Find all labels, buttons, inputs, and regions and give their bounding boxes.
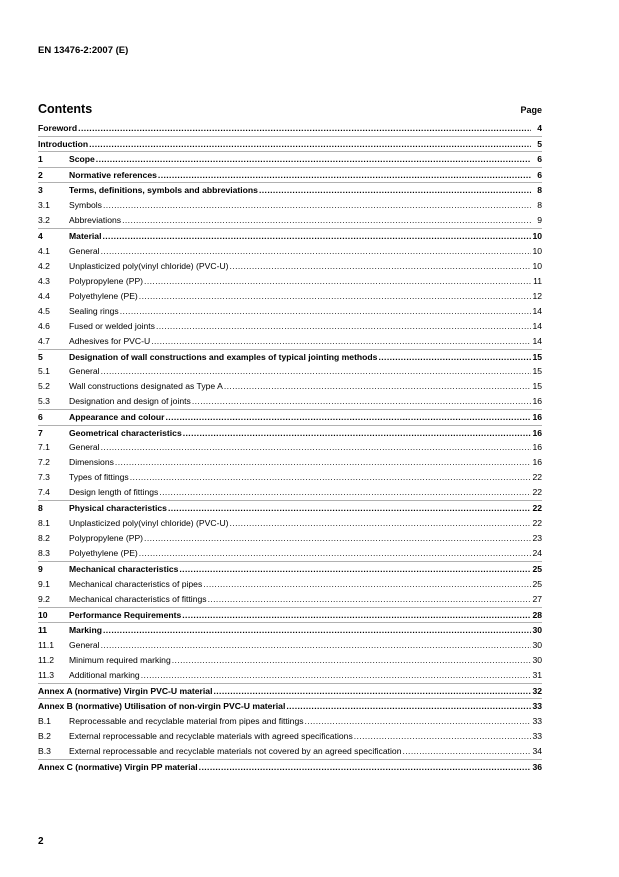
toc-entry-page: 16 <box>532 412 542 423</box>
toc-entry[interactable] <box>38 470 542 485</box>
toc-dot-leader <box>286 699 531 714</box>
toc-entry[interactable] <box>38 121 542 136</box>
toc-entry-page: 16 <box>532 427 542 438</box>
toc-entry[interactable] <box>38 409 542 425</box>
toc-entry-number: 9 <box>38 563 43 574</box>
toc-entry-title: Additional marking <box>69 669 140 680</box>
toc-entry-number: 1 <box>38 154 43 165</box>
toc-entry-page: 15 <box>532 381 542 392</box>
toc-entry-page: 31 <box>532 669 542 680</box>
toc-entry-page: 25 <box>532 563 542 574</box>
toc-dot-leader <box>130 470 531 485</box>
toc-entry-page: 6 <box>537 169 542 180</box>
toc-entry[interactable] <box>38 729 542 744</box>
toc-entry-title: Types of fittings <box>69 472 129 483</box>
toc-entry-page: 22 <box>532 503 542 514</box>
toc-entry-page: 30 <box>532 654 542 665</box>
toc-entry[interactable] <box>38 622 542 638</box>
toc-entry-number: 4.6 <box>38 320 50 331</box>
toc-entry[interactable] <box>38 228 542 244</box>
toc-entry-title: Terms, definitions, symbols and abbreviations <box>69 185 258 196</box>
toc-entry[interactable] <box>38 213 542 228</box>
toc-entry-title: Designation of wall constructions and examples of typical jointing methods <box>69 351 378 362</box>
toc-entry[interactable] <box>38 531 542 546</box>
toc-entry[interactable] <box>38 182 542 198</box>
toc-entry-title: Mechanical characteristics of fittings <box>69 593 207 604</box>
toc-entry-page: 30 <box>532 639 542 650</box>
toc-entry-number: 2 <box>38 169 43 180</box>
toc-dot-leader <box>230 259 531 274</box>
toc-entry-page: 5 <box>537 138 542 149</box>
toc-dot-leader <box>122 213 531 228</box>
toc-dot-leader <box>101 440 531 455</box>
toc-dot-leader <box>192 394 531 409</box>
toc-entry-title: Polypropylene (PP) <box>69 275 144 286</box>
toc-entry-number: 7.2 <box>38 457 50 468</box>
toc-entry-page: 8 <box>537 199 542 210</box>
toc-entry[interactable] <box>38 151 542 167</box>
toc-entry[interactable] <box>38 259 542 274</box>
toc-entry-page: 34 <box>532 745 542 756</box>
toc-entry-title: Polyethylene (PE) <box>69 290 138 301</box>
toc-dot-leader <box>158 168 531 183</box>
toc-entry-page: 36 <box>532 761 542 772</box>
toc-dot-leader <box>120 304 531 319</box>
toc-entry-title: Design length of fittings <box>69 487 159 498</box>
toc-entry-page: 14 <box>532 320 542 331</box>
toc-entry-title: Mechanical characteristics of pipes <box>69 578 203 589</box>
toc-dot-leader <box>89 137 531 152</box>
toc-entry[interactable] <box>38 698 542 714</box>
toc-entry[interactable] <box>38 683 542 699</box>
toc-entry[interactable] <box>38 653 542 668</box>
toc-entry-title: Appearance and colour <box>69 412 165 423</box>
toc-dot-leader <box>203 577 531 592</box>
toc-entry[interactable] <box>38 516 542 531</box>
toc-entry-page: 4 <box>537 123 542 133</box>
toc-dot-leader <box>183 426 531 441</box>
toc-entry-number: B.2 <box>38 730 51 741</box>
toc-entry-title: Marking <box>69 625 102 636</box>
toc-entry-number: 5.1 <box>38 366 50 377</box>
toc-entry-page: 33 <box>532 715 542 726</box>
toc-entry-title: Normative references <box>69 169 157 180</box>
toc-entry-title: Physical characteristics <box>69 503 167 514</box>
toc-entry[interactable] <box>38 668 542 683</box>
toc-dot-leader <box>179 562 531 577</box>
toc-entry-number: 5.3 <box>38 396 50 407</box>
toc-entry-title: Reprocessable and recyclable material from pipes and fittings <box>69 715 304 726</box>
toc-dot-leader <box>378 350 531 365</box>
toc-entry[interactable] <box>38 349 542 365</box>
toc-entry-page: 10 <box>532 230 542 241</box>
toc-dot-leader <box>101 244 531 259</box>
toc-entry-title: Minimum required marking <box>69 654 171 665</box>
toc-entry-page: 33 <box>532 701 542 712</box>
toc-entry-title: Symbols <box>69 199 102 210</box>
toc-entry-number: 9.1 <box>38 578 50 589</box>
toc-entry[interactable] <box>38 759 542 775</box>
toc-entry-number: 3 <box>38 185 43 196</box>
toc-entry-title: Fused or welded joints <box>69 320 155 331</box>
toc-entry-page: 30 <box>532 625 542 636</box>
toc-entry-number: 11.1 <box>38 639 55 650</box>
toc-dot-leader <box>259 183 531 198</box>
toc-entry-page: 14 <box>532 335 542 346</box>
toc-dot-leader <box>182 608 531 623</box>
toc-entry-title: Sealing rings <box>69 305 119 316</box>
toc-entry-title: Dimensions <box>69 457 114 468</box>
toc-entry-page: 9 <box>537 214 542 225</box>
toc-entry[interactable] <box>38 500 542 516</box>
toc-entry[interactable] <box>38 289 542 304</box>
toc-entry[interactable] <box>38 546 542 561</box>
toc-entry[interactable] <box>38 485 542 500</box>
toc-entry-number: 4.3 <box>38 275 50 286</box>
toc-entry-title: Annex A (normative) Virgin PVC-U material <box>38 685 213 696</box>
toc-entry-page: 22 <box>532 517 542 528</box>
toc-entry-title: Mechanical characteristics <box>69 563 179 574</box>
page-column-label: Page <box>520 105 542 115</box>
toc-entry-page: 24 <box>532 547 542 558</box>
toc-dot-leader <box>78 121 531 136</box>
toc-entry-number: 4.7 <box>38 335 50 346</box>
toc-dot-leader <box>101 638 531 653</box>
toc-dot-leader <box>224 379 531 394</box>
document-id: EN 13476-2:2007 (E) <box>38 45 129 56</box>
toc-entry-page: 28 <box>532 609 542 620</box>
toc-entry[interactable] <box>38 304 542 319</box>
toc-entry-number: 8.2 <box>38 532 50 543</box>
toc-dot-leader <box>141 668 531 683</box>
toc-entry-number: 7 <box>38 427 43 438</box>
toc-dot-leader <box>144 531 531 546</box>
toc-entry-page: 16 <box>532 396 542 407</box>
toc-dot-leader <box>139 289 531 304</box>
toc-entry-title: General <box>69 366 100 377</box>
toc-entry-page: 15 <box>532 351 542 362</box>
toc-entry-number: 10 <box>38 609 48 620</box>
toc-entry-title: Polyethylene (PE) <box>69 547 138 558</box>
toc-entry-page: 22 <box>532 472 542 483</box>
toc-entry-number: 8.3 <box>38 547 50 558</box>
toc-dot-leader <box>230 516 531 531</box>
toc-dot-leader <box>402 744 531 759</box>
toc-entry-title: General <box>69 442 100 453</box>
toc-entry[interactable] <box>38 136 542 152</box>
toc-entry[interactable] <box>38 334 542 349</box>
toc-entry-page: 23 <box>532 532 542 543</box>
toc-entry[interactable] <box>38 714 542 729</box>
toc-dot-leader <box>168 501 531 516</box>
toc-dot-leader <box>159 485 531 500</box>
toc-entry[interactable] <box>38 379 542 394</box>
toc-entry-page: 14 <box>532 305 542 316</box>
toc-entry-number: 8.1 <box>38 517 50 528</box>
toc-entry-title: Designation and design of joints <box>69 396 191 407</box>
toc-entry[interactable] <box>38 319 542 334</box>
toc-entry[interactable] <box>38 744 542 759</box>
toc-entry[interactable] <box>38 244 542 259</box>
toc-dot-leader <box>96 152 531 167</box>
toc-dot-leader <box>115 455 531 470</box>
toc-entry-number: B.1 <box>38 715 51 726</box>
toc-dot-leader <box>151 334 531 349</box>
toc-entry-title: Annex C (normative) Virgin PP material <box>38 761 198 772</box>
toc-entry[interactable] <box>38 638 542 653</box>
toc-entry-page: 22 <box>532 487 542 498</box>
toc-entry-number: B.3 <box>38 745 51 756</box>
toc-dot-leader <box>199 760 531 775</box>
toc-entry-number: 5.2 <box>38 381 50 392</box>
toc-entry-number: 11.3 <box>38 669 55 680</box>
toc-entry-number: 11.2 <box>38 654 55 665</box>
toc-entry-title: Polypropylene (PP) <box>69 532 144 543</box>
toc-entry[interactable] <box>38 607 542 623</box>
toc-entry-number: 3.1 <box>38 199 50 210</box>
page-number: 2 <box>38 836 44 847</box>
toc-entry-title: Performance Requirements <box>69 609 182 620</box>
toc-entry[interactable] <box>38 592 542 607</box>
toc-entry-title: External reprocessable and recyclable materials with agreed specifications <box>69 730 353 741</box>
toc-dot-leader <box>156 319 531 334</box>
toc-entry-number: 5 <box>38 351 43 362</box>
toc-entry-number: 3.2 <box>38 214 50 225</box>
toc-dot-leader <box>103 623 531 638</box>
toc-entry-number: 4.5 <box>38 305 50 316</box>
toc-entry-number: 6 <box>38 412 43 423</box>
toc-entry-page: 32 <box>532 685 542 696</box>
toc-entry-page: 10 <box>532 245 542 256</box>
toc-entry[interactable] <box>38 364 542 379</box>
toc-entry-title: General <box>69 245 100 256</box>
toc-entry-page: 15 <box>532 366 542 377</box>
toc-entry-page: 11 <box>533 275 542 286</box>
toc-entry-number: 4 <box>38 230 43 241</box>
toc-entry-page: 8 <box>537 185 542 196</box>
toc-entry-page: 33 <box>532 730 542 741</box>
toc-dot-leader <box>305 714 531 729</box>
toc-entry-page: 10 <box>532 260 542 271</box>
toc-entry-title: Geometrical characteristics <box>69 427 182 438</box>
toc-entry[interactable] <box>38 440 542 455</box>
toc-entry-number: 11 <box>38 625 48 636</box>
toc-entry-number: 4.4 <box>38 290 50 301</box>
toc-entry[interactable] <box>38 167 542 183</box>
toc-entry-number: 7.1 <box>38 442 50 453</box>
toc-entry-title: Introduction <box>38 138 89 149</box>
toc-entry-page: 16 <box>532 442 542 453</box>
table-of-contents <box>38 121 542 775</box>
toc-entry[interactable] <box>38 198 542 213</box>
toc-entry-title: General <box>69 639 100 650</box>
toc-entry-title: Wall constructions designated as Type A <box>69 381 223 392</box>
toc-entry-title: Material <box>69 230 102 241</box>
toc-dot-leader <box>102 229 531 244</box>
toc-entry-title: Scope <box>69 154 95 165</box>
toc-dot-leader <box>103 198 531 213</box>
toc-entry-title: Unplasticized poly(vinyl chloride) (PVC-U) <box>69 517 229 528</box>
toc-entry-page: 12 <box>532 290 542 301</box>
toc-dot-leader <box>101 364 531 379</box>
toc-entry-number: 9.2 <box>38 593 50 604</box>
toc-entry[interactable] <box>38 274 542 289</box>
toc-dot-leader <box>208 592 531 607</box>
contents-title: Contents <box>38 102 93 116</box>
toc-dot-leader <box>213 684 531 699</box>
toc-entry-page: 6 <box>537 154 542 165</box>
toc-entry-page: 25 <box>532 578 542 589</box>
toc-entry-title: Adhesives for PVC-U <box>69 335 151 346</box>
toc-entry-title: External reprocessable and recyclable materials not covered by an agreed specification <box>69 745 402 756</box>
toc-entry-title: Abbreviations <box>69 214 122 225</box>
toc-dot-leader <box>139 546 531 561</box>
toc-dot-leader <box>166 410 531 425</box>
toc-entry-title: Annex B (normative) Utilisation of non-virgin PVC-U material <box>38 701 286 712</box>
toc-entry-number: 4.1 <box>38 245 50 256</box>
toc-entry-number: 4.2 <box>38 260 50 271</box>
toc-entry[interactable] <box>38 577 542 592</box>
toc-entry-page: 27 <box>532 593 542 604</box>
toc-entry[interactable] <box>38 561 542 577</box>
toc-entry-page: 16 <box>532 457 542 468</box>
toc-entry-title: Foreword <box>38 123 78 133</box>
toc-entry[interactable] <box>38 394 542 409</box>
toc-entry-number: 7.3 <box>38 472 50 483</box>
toc-dot-leader <box>172 653 531 668</box>
toc-entry[interactable] <box>38 425 542 441</box>
toc-entry[interactable] <box>38 455 542 470</box>
toc-dot-leader <box>144 274 531 289</box>
toc-dot-leader <box>354 729 531 744</box>
toc-entry-number: 8 <box>38 503 43 514</box>
toc-entry-title: Unplasticized poly(vinyl chloride) (PVC-U) <box>69 260 229 271</box>
toc-entry-number: 7.4 <box>38 487 50 498</box>
